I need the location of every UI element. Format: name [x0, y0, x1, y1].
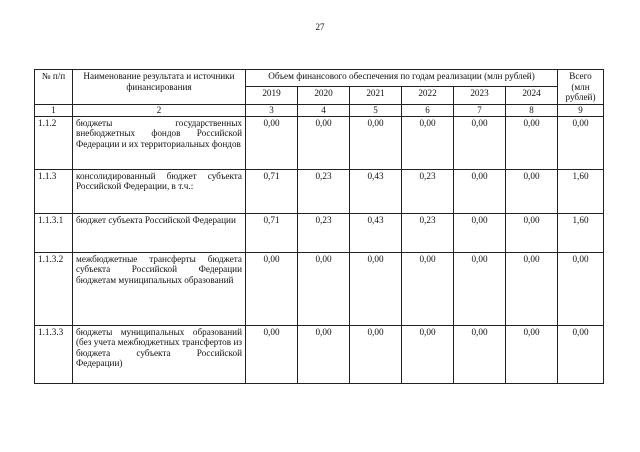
row-value: 0,00 — [298, 116, 350, 169]
row-value: 0,71 — [246, 213, 298, 252]
row-value: 0,00 — [454, 169, 506, 213]
header-year: 2019 — [246, 87, 298, 104]
table-row — [35, 169, 604, 213]
row-value: 0,00 — [506, 169, 558, 213]
row-code: 1.1.3.1 — [35, 213, 73, 252]
column-index: 5 — [350, 104, 402, 116]
column-index: 9 — [558, 104, 604, 116]
row-value: 0,00 — [246, 325, 298, 383]
header-year: 2024 — [506, 87, 558, 104]
row-value: 0,00 — [506, 116, 558, 169]
header-number: № п/п — [35, 70, 73, 105]
row-value: 0,00 — [454, 116, 506, 169]
row-value: 0,43 — [350, 169, 402, 213]
table-row — [35, 213, 604, 252]
table-row — [35, 116, 604, 169]
row-code: 1.1.3 — [35, 169, 73, 213]
row-value: 0,00 — [298, 325, 350, 383]
header-name: Наименование результата и источники финансирования — [73, 70, 246, 105]
column-index: 1 — [35, 104, 73, 116]
column-index: 7 — [454, 104, 506, 116]
row-value: 0,43 — [350, 213, 402, 252]
row-value: 0,23 — [402, 169, 454, 213]
row-value: 0,71 — [246, 169, 298, 213]
row-name: бюджеты государственных внебюджетных фондов Российской Федерации и их территориальных фондов — [73, 116, 246, 169]
row-name: межбюджетные трансферты бюджета субъекта Российской Федерации бюджетам муниципальных образований — [73, 252, 246, 325]
row-code: 1.1.3.2 — [35, 252, 73, 325]
row-value: 0,00 — [506, 213, 558, 252]
column-index: 3 — [246, 104, 298, 116]
row-value: 0,00 — [454, 252, 506, 325]
header-year: 2021 — [350, 87, 402, 104]
row-total: 0,00 — [558, 252, 604, 325]
row-value: 0,00 — [506, 325, 558, 383]
row-value: 0,00 — [350, 116, 402, 169]
row-value: 0,00 — [350, 252, 402, 325]
row-value: 0,00 — [402, 116, 454, 169]
column-index: 4 — [298, 104, 350, 116]
header-total: Всего (млн рублей) — [558, 70, 604, 105]
row-value: 0,00 — [506, 252, 558, 325]
row-value: 0,00 — [298, 252, 350, 325]
row-total: 0,00 — [558, 116, 604, 169]
row-name: бюджеты муниципальных образований (без учета межбюджетных трансфертов из бюджета субъекта Российской Федерации) — [73, 325, 246, 383]
row-name: консолидированный бюджет субъекта Российской Федерации, в т.ч.: — [73, 169, 246, 213]
column-index: 2 — [73, 104, 246, 116]
table-row — [35, 325, 604, 383]
column-index: 6 — [402, 104, 454, 116]
row-value: 0,23 — [402, 213, 454, 252]
row-total: 1,60 — [558, 213, 604, 252]
row-code: 1.1.3.3 — [35, 325, 73, 383]
row-value: 0,00 — [454, 213, 506, 252]
row-value: 0,00 — [246, 116, 298, 169]
row-value: 0,00 — [350, 325, 402, 383]
header-year: 2022 — [402, 87, 454, 104]
row-value: 0,00 — [246, 252, 298, 325]
row-value: 0,00 — [454, 325, 506, 383]
column-index: 8 — [506, 104, 558, 116]
row-total: 1,60 — [558, 169, 604, 213]
row-name: бюджет субъекта Российской Федерации — [73, 213, 246, 252]
column-index-row — [35, 104, 604, 116]
row-total: 0,00 — [558, 325, 604, 383]
header-row-top — [35, 70, 604, 87]
table-row — [35, 252, 604, 325]
row-code: 1.1.2 — [35, 116, 73, 169]
header-year: 2023 — [454, 87, 506, 104]
row-value: 0,23 — [298, 213, 350, 252]
header-year: 2020 — [298, 87, 350, 104]
header-volume: Объем финансового обеспечения по годам реализации (млн рублей) — [246, 70, 558, 87]
financing-table — [34, 69, 604, 384]
row-value: 0,00 — [402, 325, 454, 383]
row-value: 0,00 — [402, 252, 454, 325]
page-number: 27 — [315, 22, 325, 32]
row-value: 0,23 — [298, 169, 350, 213]
